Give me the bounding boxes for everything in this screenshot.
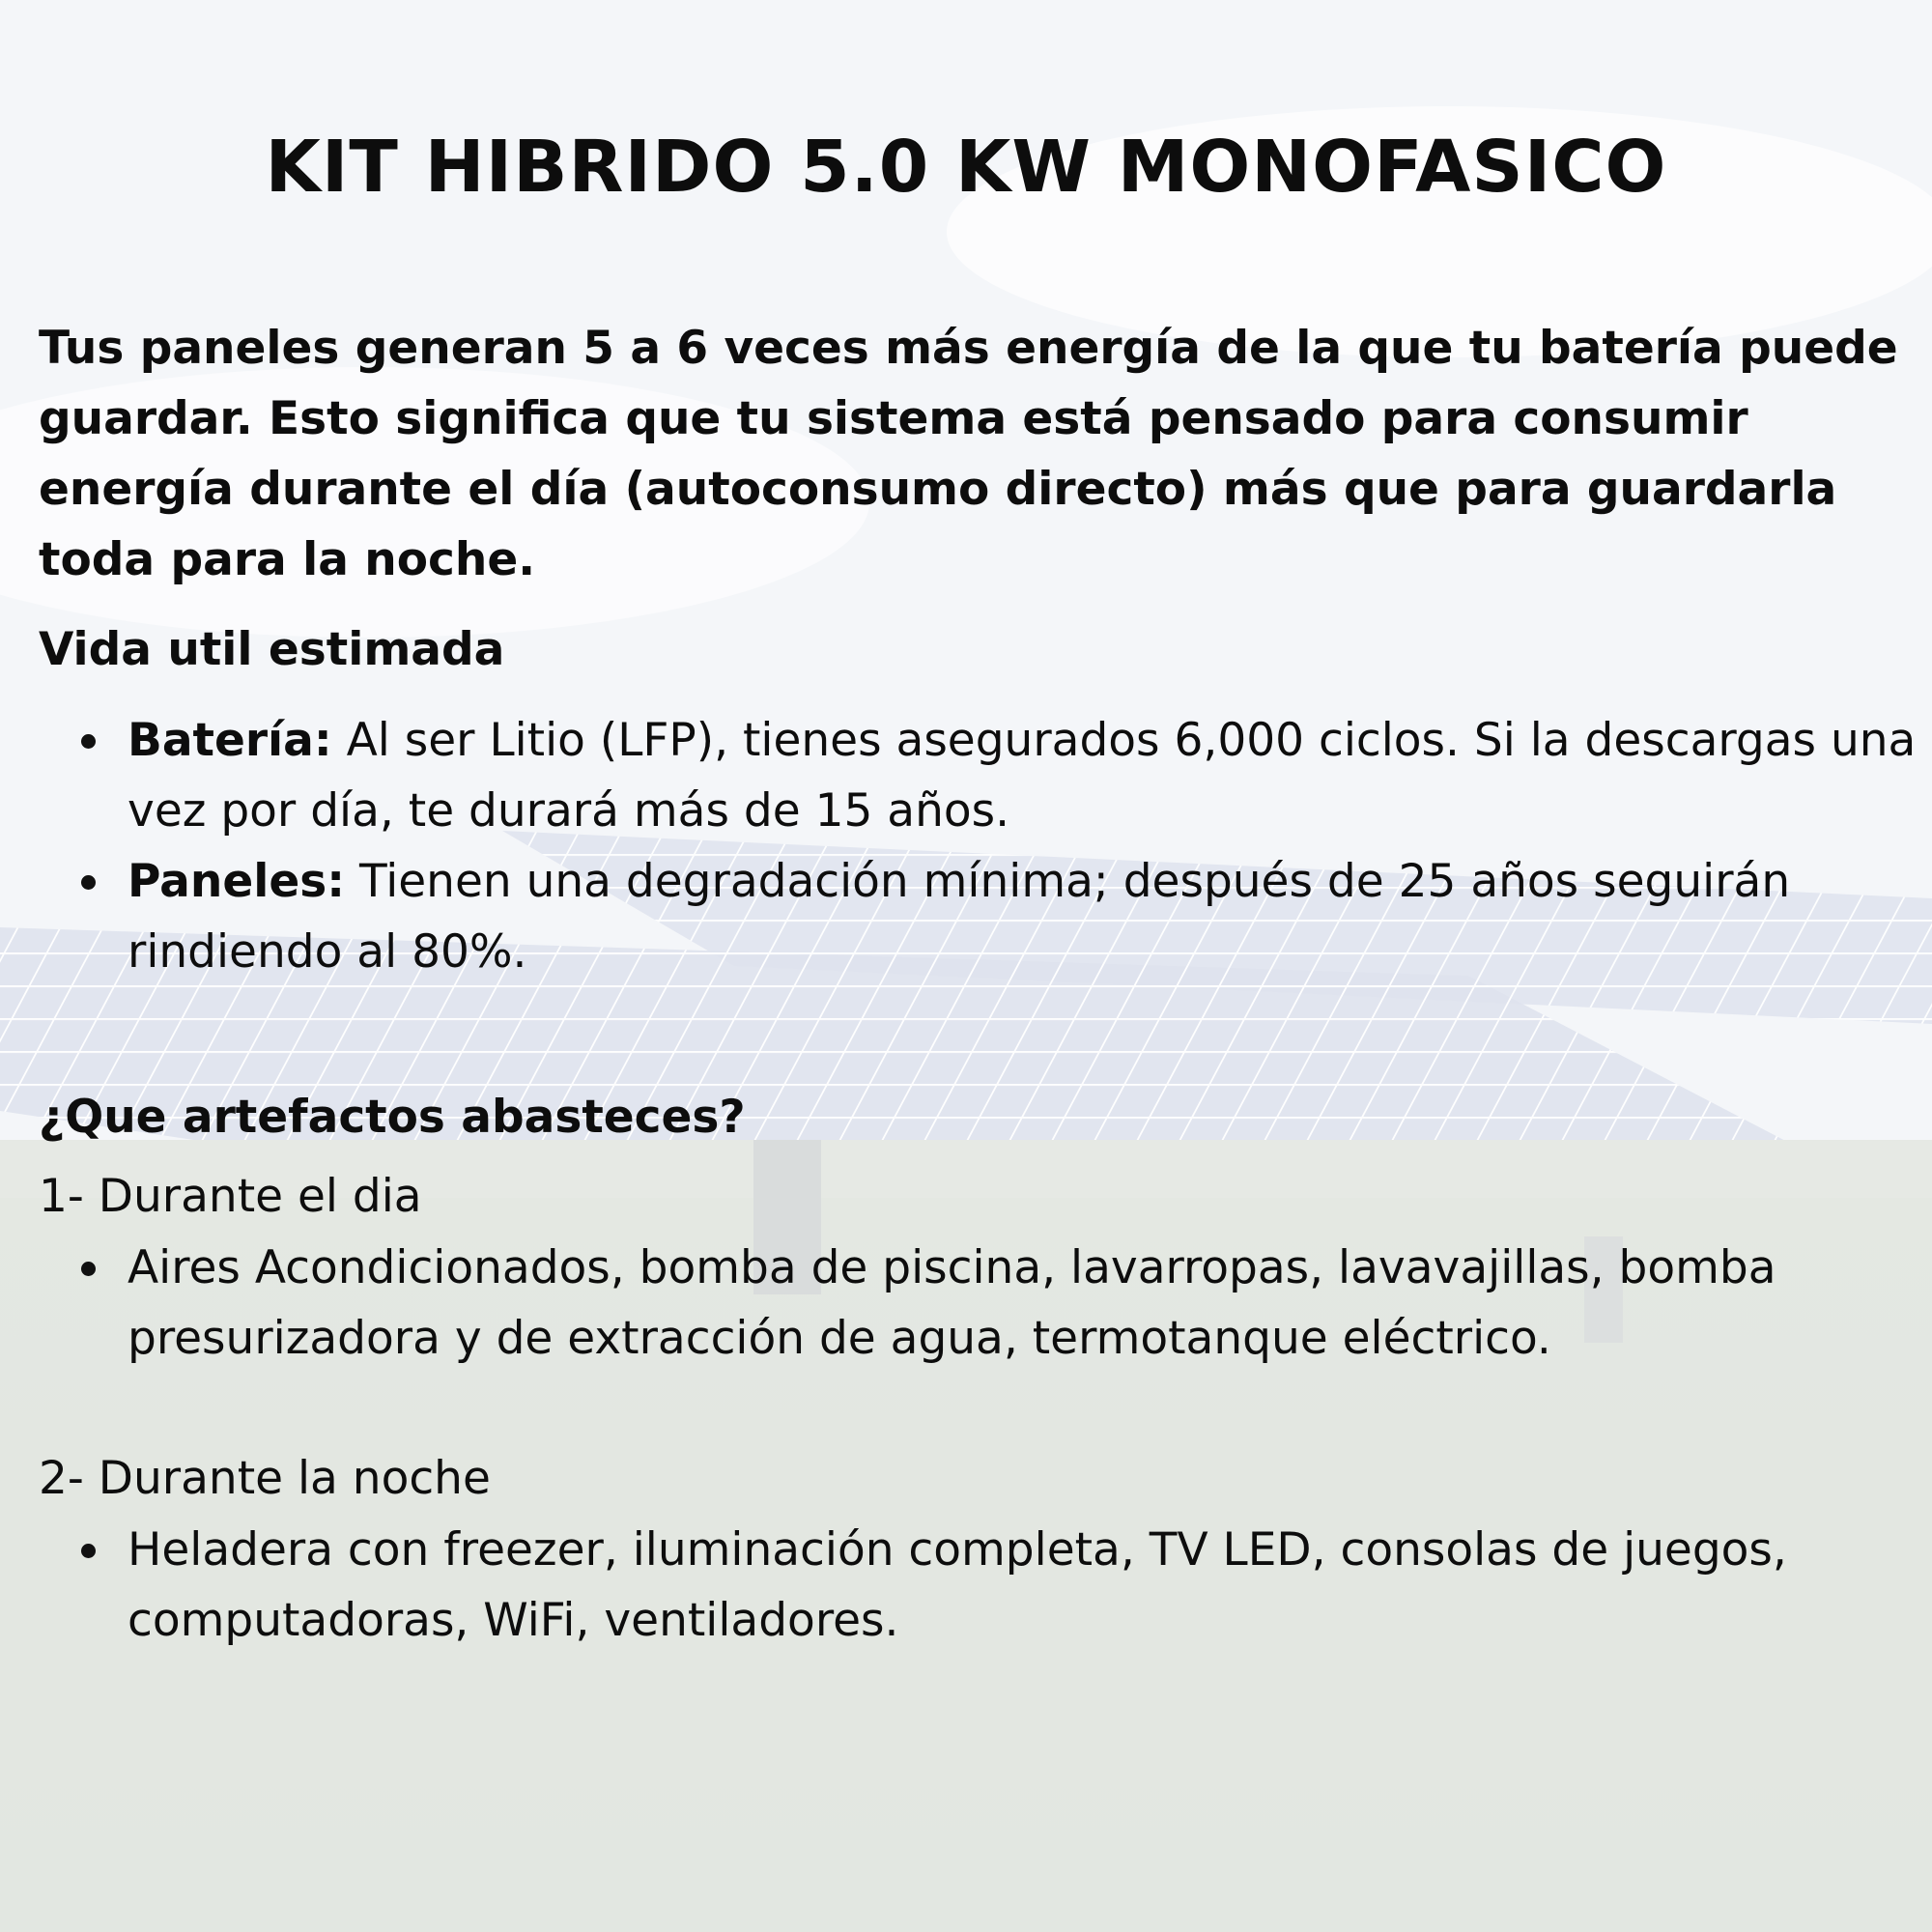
bullet-icon xyxy=(81,1262,96,1276)
lifespan-list xyxy=(39,705,1932,987)
day-list xyxy=(39,1233,1932,1374)
intro-paragraph: Tus paneles generan 5 a 6 veces más energía de la que tu batería puede guardar. Esto significa que tu sistema está pensado para consumir energía durante el día (autoconsumo directo) más que para guardarla toda para la noche. xyxy=(39,322,1898,586)
list-item-night xyxy=(128,1515,1932,1656)
night-list xyxy=(39,1515,1932,1656)
lifespan-heading: Vida util estimada xyxy=(39,623,505,676)
page-title: KIT HIBRIDO 5.0 KW MONOFASICO xyxy=(265,126,1667,209)
day-label: 1- Durante el dia xyxy=(39,1170,422,1223)
list-item-battery xyxy=(128,705,1932,846)
panels-text: Tienen una degradación mínima; después de 25 años seguirán rindiendo al 80%. xyxy=(128,855,1791,979)
night-label: 2- Durante la noche xyxy=(39,1452,491,1505)
list-item-panels xyxy=(128,846,1932,987)
night-text: Heladera con freezer, iluminación completa, TV LED, consolas de juegos, computadoras, WiFi, ventiladores. xyxy=(128,1523,1787,1647)
day-text: Aires Acondicionados, bomba de piscina, lavarropas, lavavajillas, bomba presurizadora y de extracción de agua, termotanque eléctrico. xyxy=(128,1241,1776,1365)
bullet-icon xyxy=(81,1544,96,1558)
bullet-icon xyxy=(81,734,96,749)
battery-label: Batería: xyxy=(128,714,332,767)
bullet-icon xyxy=(81,875,96,890)
appliances-heading: ¿Que artefactos abasteces? xyxy=(39,1091,746,1144)
list-item-day xyxy=(128,1233,1932,1374)
panels-label: Paneles: xyxy=(128,855,345,908)
battery-text: Al ser Litio (LFP), tienes asegurados 6,000 ciclos. Si la descargas una vez por día, te durará más de 15 años. xyxy=(128,714,1917,838)
